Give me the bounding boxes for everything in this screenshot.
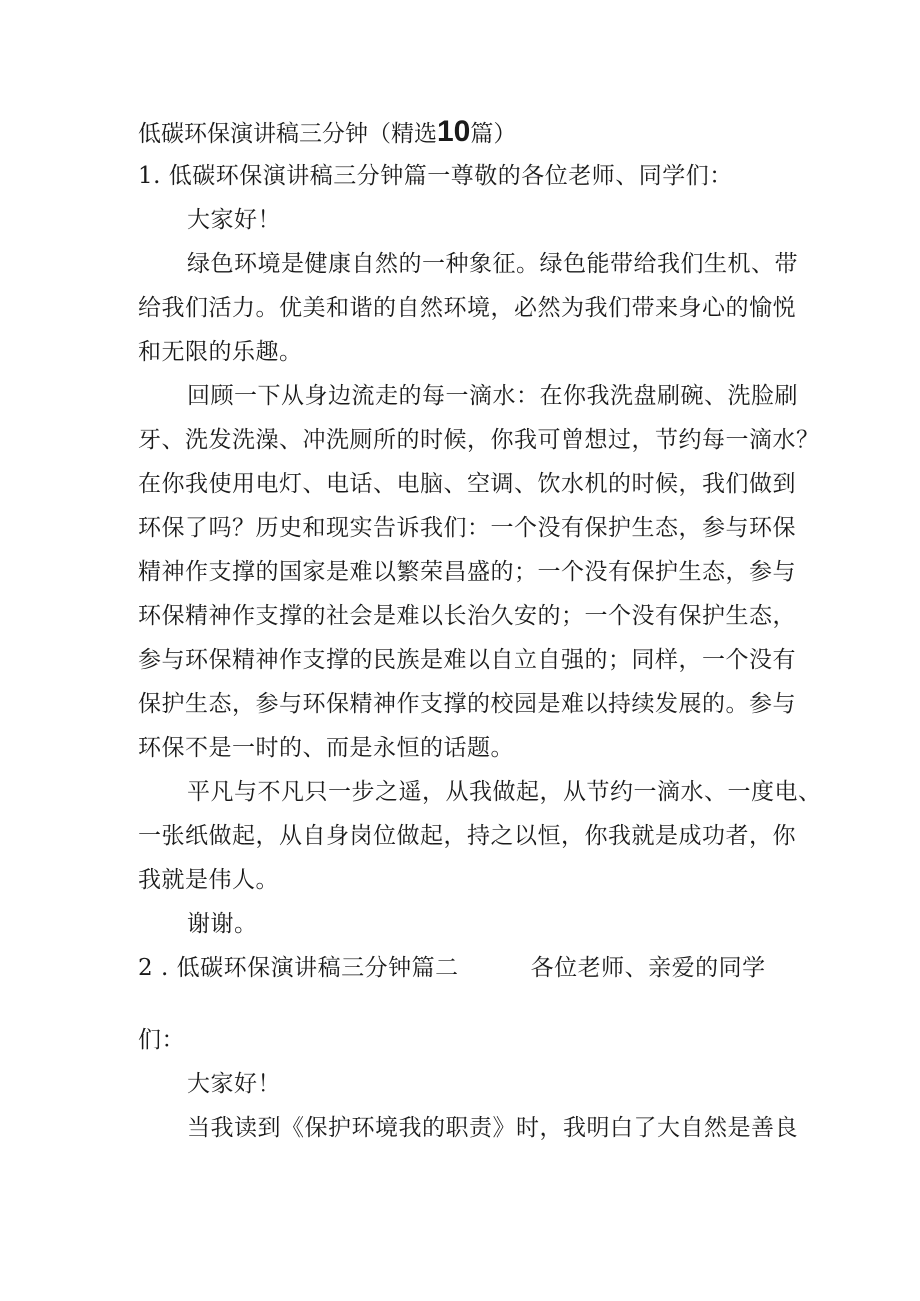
section-1-heading: 1. 低碳环保演讲稿三分钟篇一尊敬的各位老师、同学们： (138, 163, 733, 189)
paragraph-line: 在你我使用电灯、电话、电脑、空调、饮水机的时候，我们做到 (138, 471, 796, 497)
paragraph-line: 精神作支撑的国家是难以繁荣昌盛的；一个没有保护生态，参与 (138, 559, 796, 585)
title-suffix: 篇） (470, 121, 517, 147)
paragraph-line: 平凡与不凡只一步之遥，从我做起，从节约一滴水、一度电、 (187, 779, 822, 805)
paragraph-line: 环保了吗？历史和现实告诉我们：一个没有保护生态，参与环保 (138, 515, 796, 541)
section-2-heading-right: 各位老师、亲爱的同学 (530, 955, 766, 981)
paragraph-line: 和无限的乐趣。 (138, 339, 303, 365)
section-1-greeting: 大家好！ (187, 207, 281, 233)
paragraph-line: 参与环保精神作支撑的民族是难以自立自强的；同样，一个没有 (138, 647, 796, 673)
paragraph-line: 回顾一下从身边流走的每一滴水：在你我洗盘刷碗、洗脸刷 (187, 383, 798, 409)
paragraph-line: 保护生态，参与环保精神作支撑的校园是难以持续发展的。参与 (138, 691, 796, 717)
paragraph-line: 牙、洗发洗澡、冲洗厕所的时候，你我可曾想过，节约每一滴水？ (138, 427, 820, 453)
section-2-greeting: 大家好！ (187, 1071, 281, 1097)
title-prefix: 低碳环保演讲稿三分钟（精选 (138, 121, 437, 147)
paragraph-line: 一张纸做起，从自身岗位做起，持之以恒，你我就是成功者，你 (138, 823, 796, 849)
paragraph-line: 给我们活力。优美和谐的自然环境，必然为我们带来身心的愉悦 (138, 295, 796, 321)
section-2-heading-left: 2 . 低碳环保演讲稿三分钟篇二 (138, 955, 459, 981)
section-2-heading-continuation: 们： (138, 1027, 185, 1053)
paragraph-line: 当我读到《保护环境我的职责》时，我明白了大自然是善良 (187, 1115, 798, 1141)
paragraph-line: 我就是伟人。 (138, 867, 279, 893)
section-2-heading (138, 946, 788, 990)
paragraph-line: 绿色环境是健康自然的一种象征。绿色能带给我们生机、带 (187, 251, 798, 277)
section-1-thanks: 谢谢。 (187, 911, 258, 937)
document-title (138, 110, 516, 156)
paragraph-line: 环保精神作支撑的社会是难以长治久安的；一个没有保护生态， (138, 603, 796, 629)
title-number: 10 (437, 115, 471, 148)
paragraph-line: 环保不是一时的、而是永恒的话题。 (138, 735, 514, 761)
